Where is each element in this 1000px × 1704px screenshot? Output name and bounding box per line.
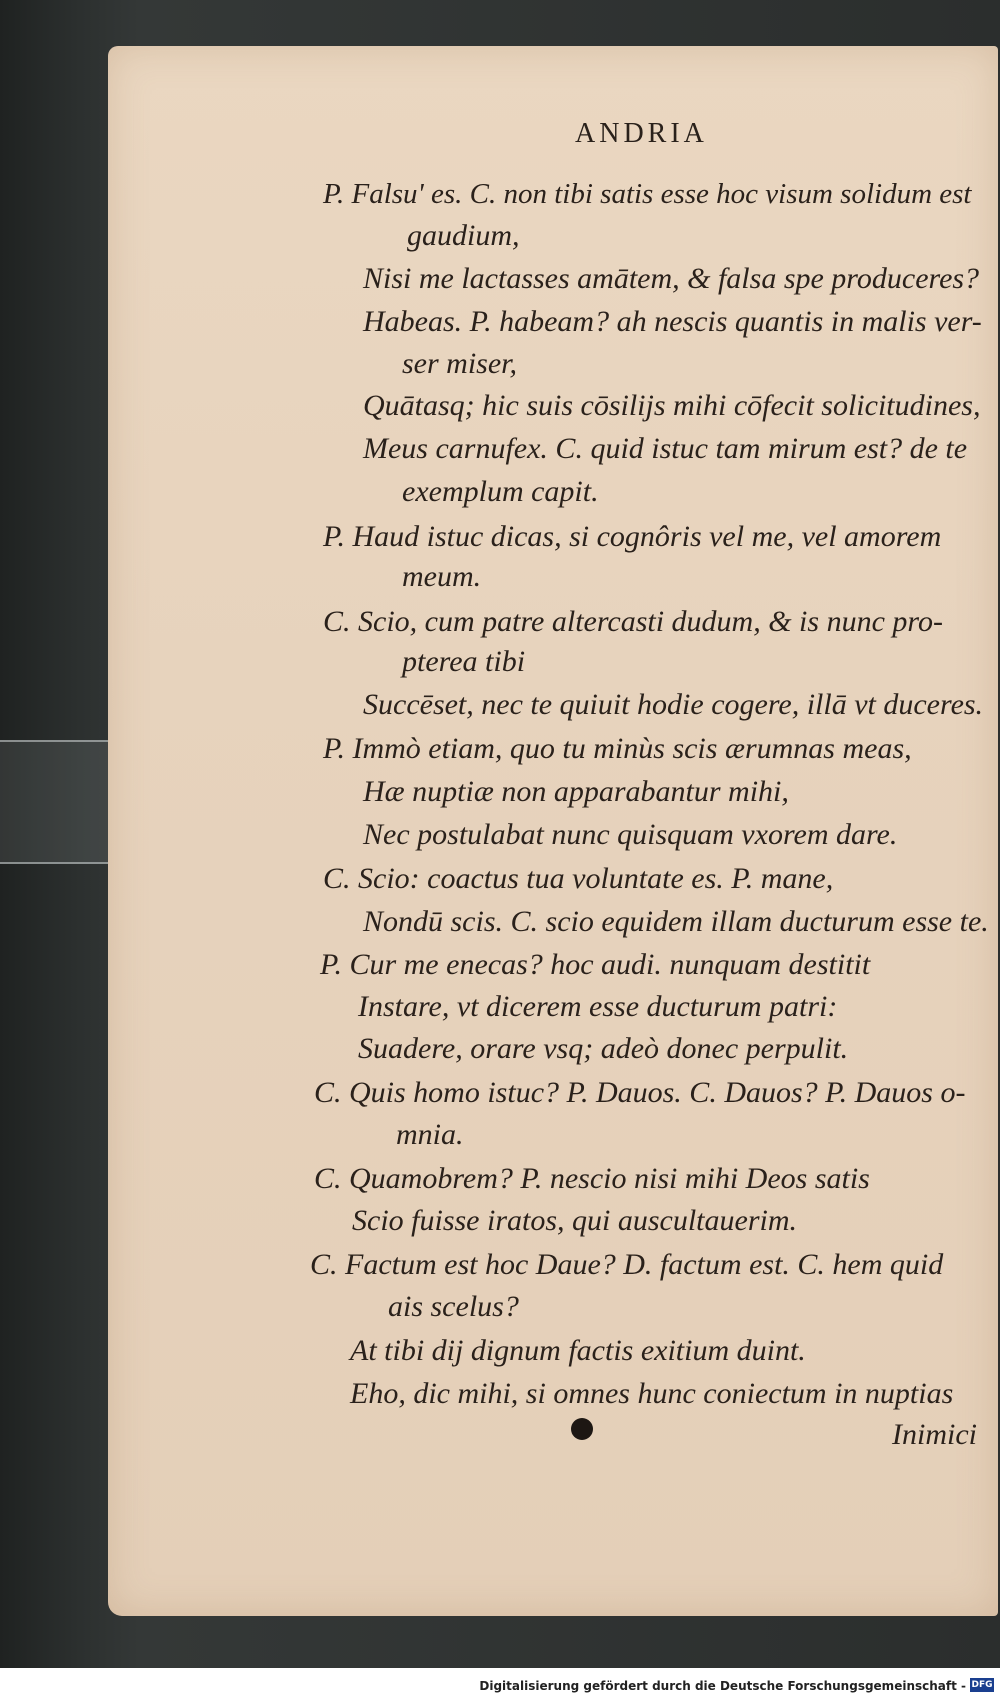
text-line: ais scelus? (388, 1290, 519, 1323)
text-line: At tibi dij dignum factis exitium duint. (350, 1334, 806, 1367)
text-line: Succēset, nec te quiuit hodie cogere, illā vt duceres. (363, 688, 984, 721)
footer-credit: Digitalisierung gefördert durch die Deutsche Forschungsgemeinschaft - (479, 1679, 966, 1693)
text-line: Suadere, orare vsq; adeò donec perpulit. (358, 1032, 849, 1065)
text-line: Meus carnufex. C. quid istuc tam mirum est? de te (363, 432, 968, 465)
ink-dot (571, 1418, 593, 1440)
text-line: pterea tibi (402, 645, 526, 678)
text-line: Quātasq; hic suis cōsilijs mihi cōfecit solicitudines, (363, 389, 981, 422)
text-line: C. Quis homo istuc? P. Dauos. C. Dauos? P. Dauos o- (314, 1076, 966, 1109)
text-line: Instare, vt dicerem esse ducturum patri: (358, 990, 838, 1023)
text-line: Hæ nuptiæ non apparabantur mihi, (363, 775, 789, 808)
text-line: Nisi me lactasses amātem, & falsa spe produceres? (363, 262, 980, 295)
running-header: ANDRIA (575, 118, 708, 149)
text-line: ser miser, (402, 347, 518, 380)
text-line: meum. (402, 560, 482, 593)
text-line: gaudium, (407, 219, 520, 252)
text-line: P. Falsu' es. C. non tibi satis esse hoc visum solidum est (323, 178, 972, 210)
text-line: mnia. (396, 1118, 464, 1151)
catchword: Inimici (892, 1418, 977, 1451)
text-line: P. Haud istuc dicas, si cognôris vel me, vel amorem (323, 520, 942, 553)
text-line: P. Cur me enecas? hoc audi. nunquam destitit (320, 948, 871, 981)
text-line: P. Immò etiam, quo tu minùs scis ærumnas meas, (323, 732, 912, 765)
text-line: Eho, dic mihi, si omnes hunc coniectum in nuptias (350, 1377, 954, 1410)
text-line: Habeas. P. habeam? ah nescis quantis in malis ver- (363, 305, 982, 338)
text-line: C. Scio, cum patre altercasti dudum, & is nunc pro- (323, 605, 943, 638)
text-line: Nec postulabat nunc quisquam vxorem dare. (363, 818, 898, 851)
text-line: C. Factum est hoc Daue? D. factum est. C. hem quid (310, 1248, 944, 1281)
text-line: Scio fuisse iratos, qui auscultauerim. (352, 1204, 797, 1237)
text-line: C. Quamobrem? P. nescio nisi mihi Deos satis (314, 1162, 870, 1195)
dfg-logo: DFG (971, 1680, 993, 1690)
text-line: C. Scio: coactus tua voluntate es. P. mane, (323, 862, 834, 895)
text-line: exemplum capit. (402, 475, 599, 508)
text-line: Nondū scis. C. scio equidem illam ducturum esse te. (363, 905, 989, 938)
